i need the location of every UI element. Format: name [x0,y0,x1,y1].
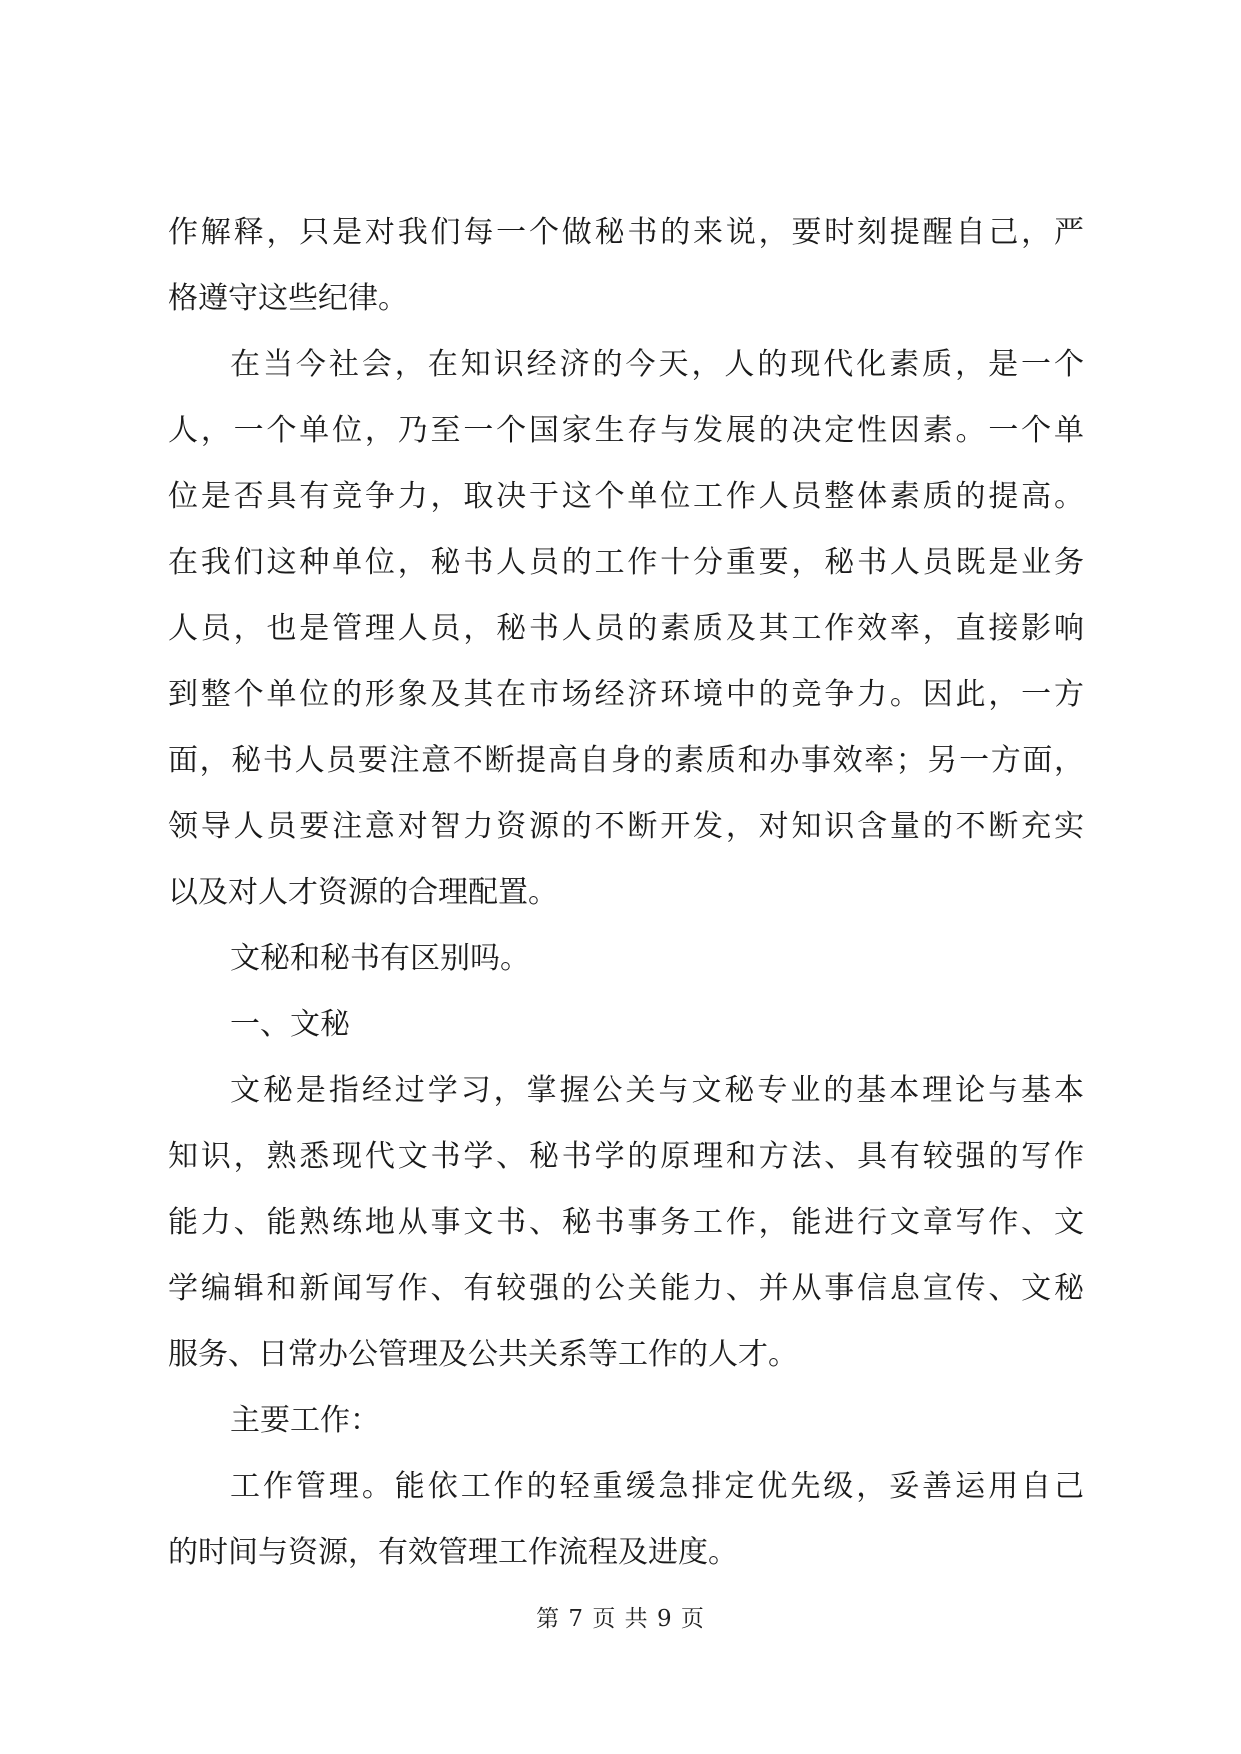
text-line: 学编辑和新闻写作、有较强的公关能力、并从事信息宣传、文秘 [168,1271,1084,1306]
text-line: 作解释，只是对我们每一个做秘书的来说，要时刻提醒自己，严 [168,215,1084,250]
document-body [168,200,1084,1586]
text-line: 一、文秘 [230,1007,350,1042]
text-line: 知识，熟悉现代文书学、秘书学的原理和方法、具有较强的写作 [168,1139,1084,1174]
text-line: 位是否具有竞争力，取决于这个单位工作人员整体素质的提高。 [168,479,1084,514]
page-footer [0,1600,1241,1633]
text-line: 在当今社会，在知识经济的今天，人的现代化素质，是一个 [230,347,1084,382]
text-line: 格遵守这些纪律。 [168,281,408,316]
page-number: 第 7 页 共 9 页 [536,1606,705,1632]
text-line: 以及对人才资源的合理配置。 [168,875,558,910]
text-line: 在我们这种单位，秘书人员的工作十分重要，秘书人员既是业务 [168,545,1084,580]
text-line: 面，秘书人员要注意不断提高自身的素质和办事效率；另一方面， [168,743,1084,778]
text-line: 人员，也是管理人员，秘书人员的素质及其工作效率，直接影响 [168,611,1084,646]
text-line: 人，一个单位，乃至一个国家生存与发展的决定性因素。一个单 [168,413,1084,448]
text-line: 能力、能熟练地从事文书、秘书事务工作，能进行文章写作、文 [168,1205,1084,1240]
text-line: 文秘和秘书有区别吗。 [230,941,530,976]
text-line: 主要工作： [230,1403,380,1438]
text-line: 到整个单位的形象及其在市场经济环境中的竞争力。因此，一方 [168,677,1084,712]
text-line: 文秘是指经过学习，掌握公关与文秘专业的基本理论与基本 [230,1073,1084,1108]
text-line: 的时间与资源，有效管理工作流程及进度。 [168,1535,738,1570]
text-line: 工作管理。能依工作的轻重缓急排定优先级，妥善运用自己 [230,1469,1084,1504]
text-line: 服务、日常办公管理及公共关系等工作的人才。 [168,1337,798,1372]
text-line: 领导人员要注意对智力资源的不断开发，对知识含量的不断充实 [168,809,1084,844]
